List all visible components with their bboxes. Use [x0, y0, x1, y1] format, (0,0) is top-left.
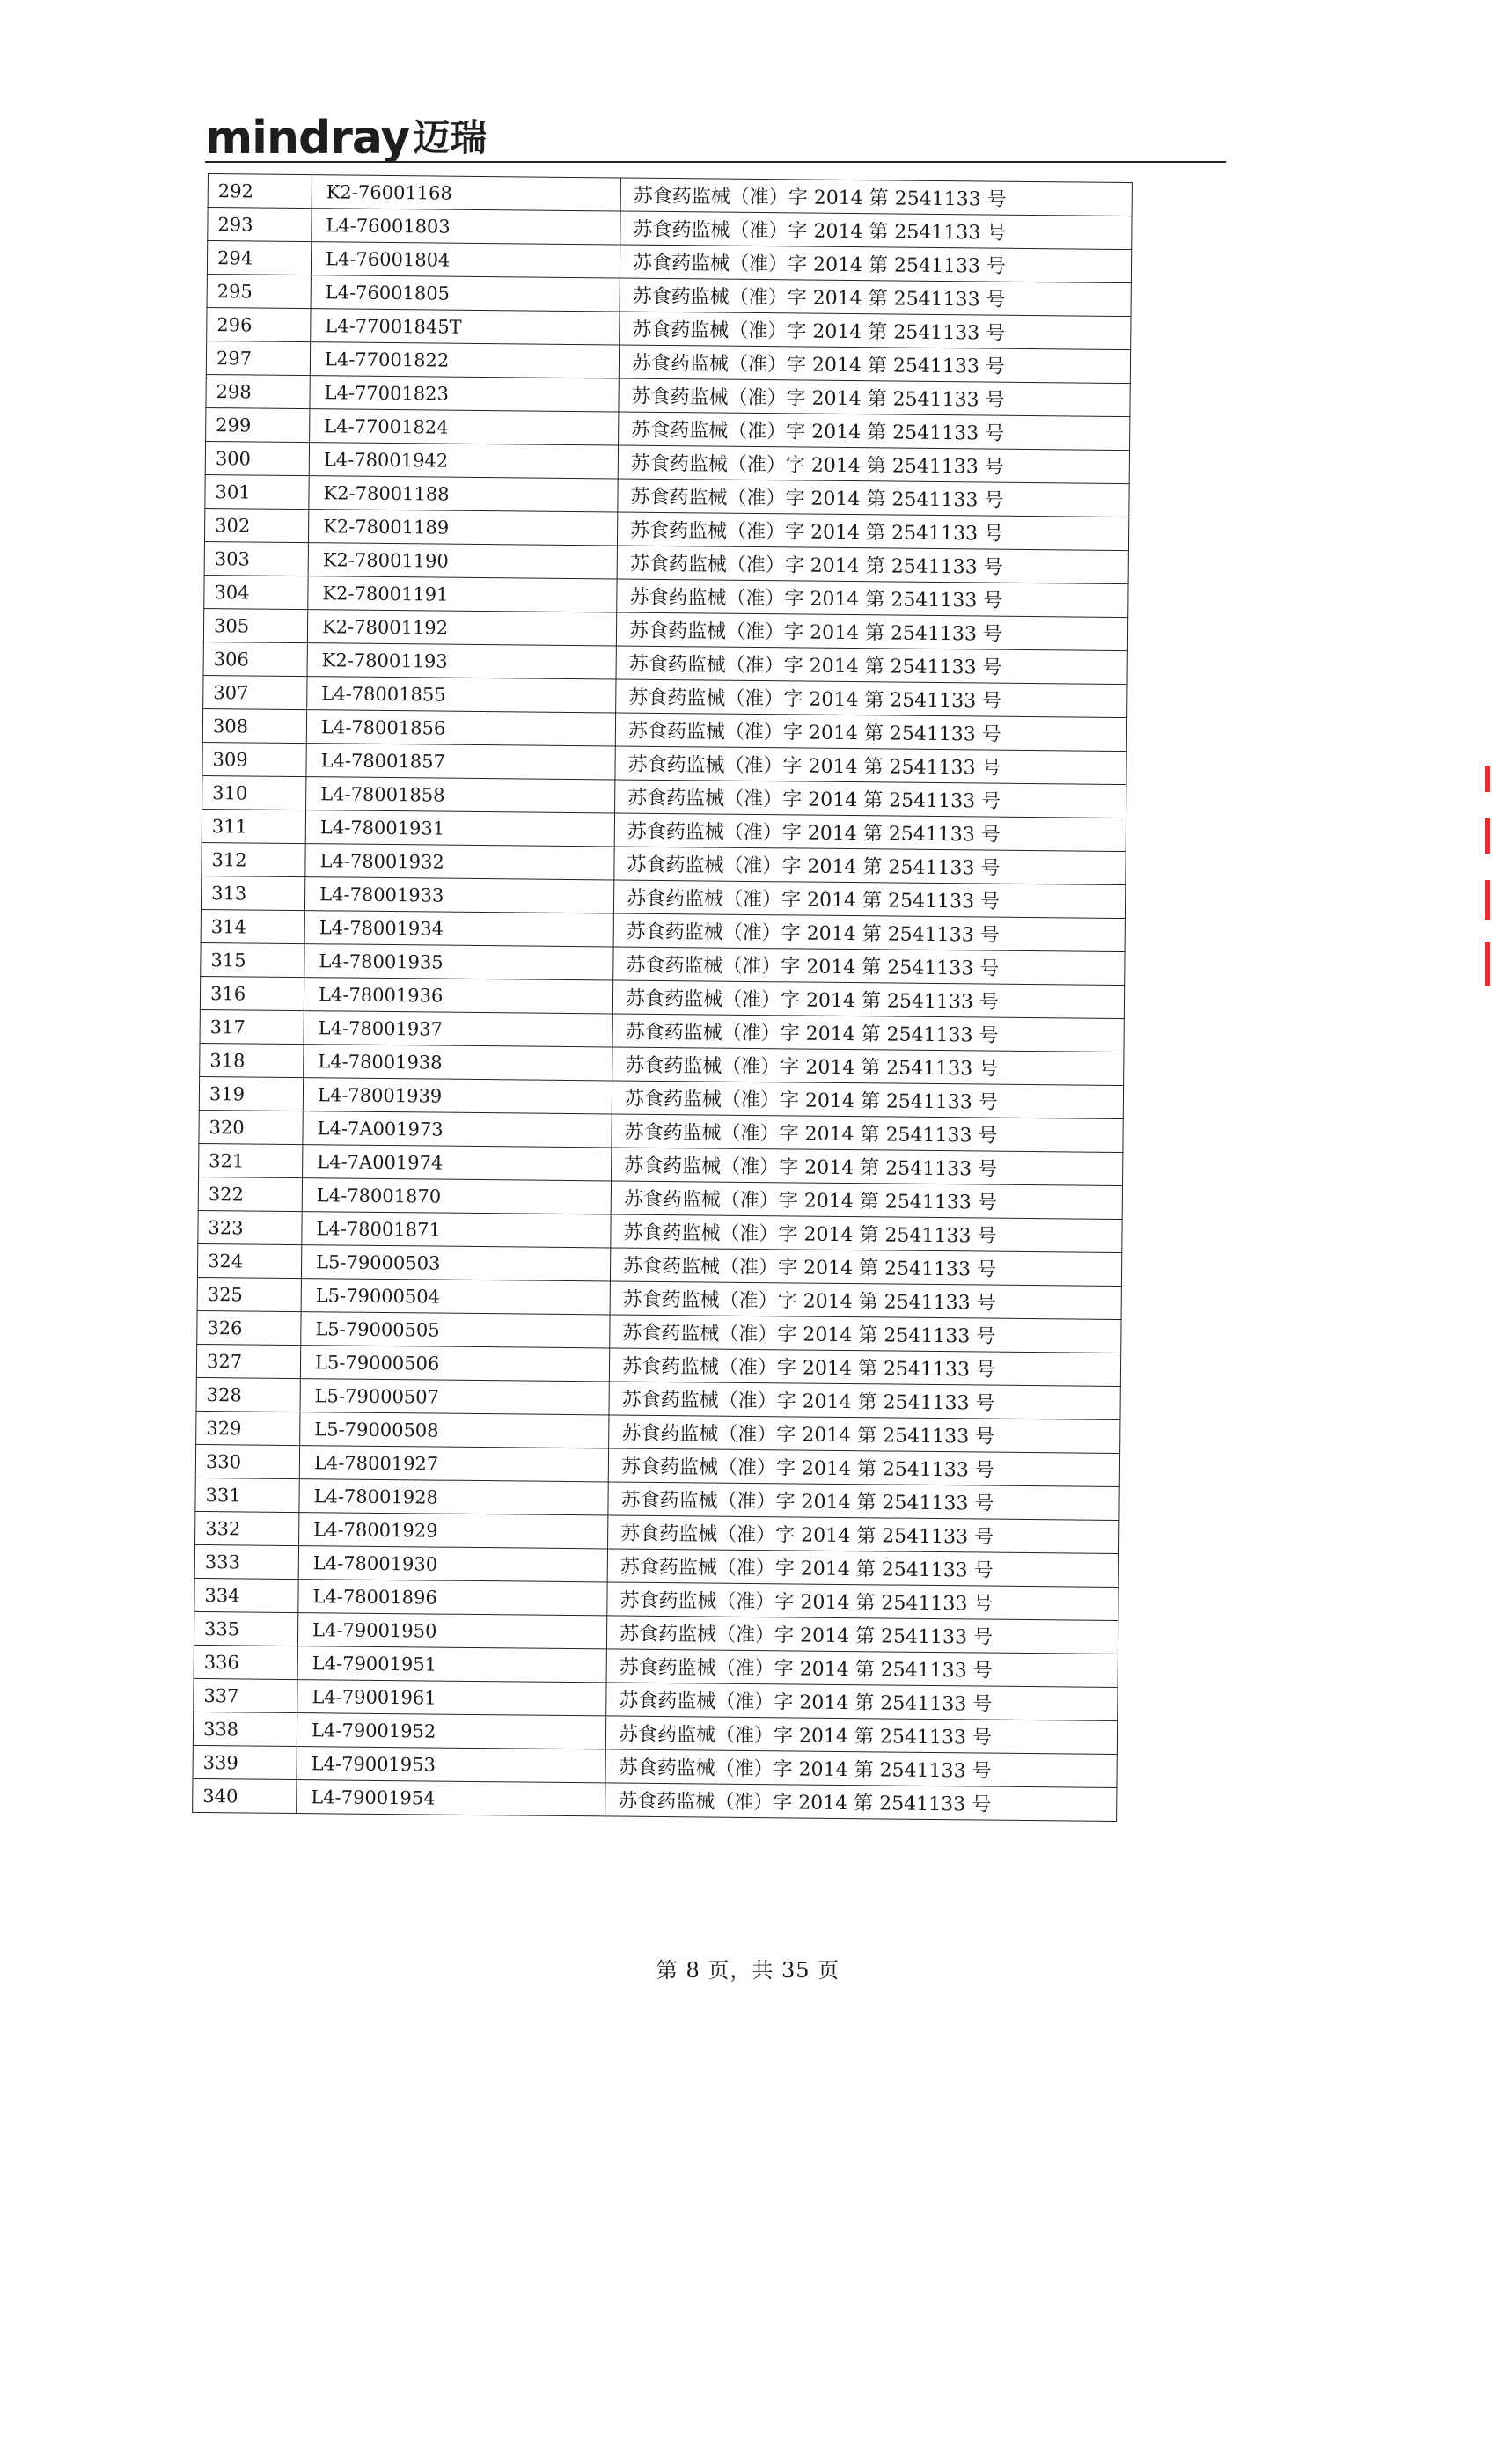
row-number-cell: 320: [199, 1110, 303, 1144]
registration-number-cell: 苏食药监械（准）字 2014 第 2541133 号: [614, 847, 1126, 885]
row-number-cell: 329: [196, 1411, 300, 1445]
row-number-cell: 292: [208, 174, 312, 209]
registration-number-cell: 苏食药监械（准）字 2014 第 2541133 号: [619, 345, 1130, 384]
row-number-cell: 311: [202, 809, 305, 843]
row-number-cell: 340: [193, 1778, 297, 1813]
registration-table-wrapper: [192, 173, 1133, 1822]
model-number-cell: L4-78001896: [298, 1580, 607, 1616]
registration-number-cell: 苏食药监械（准）字 2014 第 2541133 号: [610, 1315, 1121, 1353]
row-number-cell: 315: [201, 942, 304, 977]
row-number-cell: 303: [204, 541, 308, 576]
registration-number-cell: 苏食药监械（准）字 2014 第 2541133 号: [614, 813, 1126, 852]
registration-number-cell: 苏食药监械（准）字 2014 第 2541133 号: [613, 913, 1125, 952]
stamp-mark: [1485, 942, 1490, 986]
model-number-cell: L4-78001932: [305, 844, 614, 880]
registration-number-cell: 苏食药监械（准）字 2014 第 2541133 号: [605, 1716, 1117, 1755]
model-number-cell: L4-78001857: [306, 744, 615, 780]
page-number: 第 8 页，共 35 页: [656, 1958, 840, 1983]
row-number-cell: 323: [198, 1210, 302, 1244]
model-number-cell: L4-78001928: [299, 1479, 608, 1515]
registration-number-cell: 苏食药监械（准）字 2014 第 2541133 号: [620, 178, 1132, 216]
row-number-cell: 312: [202, 842, 305, 876]
row-number-cell: 324: [197, 1243, 301, 1278]
stamp-mark: [1485, 880, 1490, 920]
registration-number-cell: 苏食药监械（准）字 2014 第 2541133 号: [618, 479, 1129, 517]
row-number-cell: 296: [207, 307, 311, 341]
model-number-cell: L4-79001954: [297, 1780, 605, 1816]
registration-number-cell: 苏食药监械（准）字 2014 第 2541133 号: [616, 646, 1127, 685]
registration-number-cell: 苏食药监械（准）字 2014 第 2541133 号: [612, 1014, 1124, 1052]
registration-number-cell: 苏食药监械（准）字 2014 第 2541133 号: [620, 211, 1132, 250]
registration-number-cell: 苏食药监械（准）字 2014 第 2541133 号: [617, 546, 1128, 584]
model-number-cell: L4-77001822: [310, 342, 619, 378]
model-number-cell: K2-78001191: [308, 576, 617, 612]
registration-number-cell: 苏食药监械（准）字 2014 第 2541133 号: [613, 880, 1125, 919]
model-number-cell: L4-78001939: [303, 1078, 612, 1114]
model-number-cell: K2-76001168: [312, 175, 620, 211]
model-number-cell: L4-78001934: [304, 911, 613, 947]
model-number-cell: L4-78001931: [305, 810, 614, 847]
model-number-cell: K2-78001188: [309, 476, 618, 512]
registration-number-cell: 苏食药监械（准）字 2014 第 2541133 号: [616, 679, 1127, 718]
row-number-cell: 331: [195, 1478, 299, 1512]
model-number-cell: L4-77001845T: [311, 309, 620, 345]
row-number-cell: 308: [202, 708, 306, 743]
model-number-cell: L4-78001930: [298, 1546, 607, 1582]
model-number-cell: K2-78001192: [307, 610, 616, 646]
row-number-cell: 332: [195, 1511, 299, 1545]
row-number-cell: 294: [207, 241, 311, 275]
row-number-cell: 322: [198, 1177, 302, 1211]
row-number-cell: 328: [196, 1377, 300, 1412]
registration-number-cell: 苏食药监械（准）字 2014 第 2541133 号: [620, 278, 1131, 317]
logo-latin-text: mindray: [205, 112, 410, 165]
row-number-cell: 339: [193, 1745, 297, 1779]
registration-number-cell: 苏食药监械（准）字 2014 第 2541133 号: [612, 980, 1124, 1019]
model-number-cell: L4-7A001973: [303, 1111, 612, 1148]
row-number-cell: 316: [200, 976, 304, 1010]
registration-number-cell: 苏食药监械（准）字 2014 第 2541133 号: [609, 1348, 1120, 1387]
mindray-logo: [205, 110, 487, 166]
model-number-cell: L4-76001805: [311, 275, 620, 312]
model-number-cell: L4-79001961: [297, 1680, 606, 1716]
registration-number-cell: 苏食药监械（准）字 2014 第 2541133 号: [612, 1081, 1123, 1119]
model-number-cell: L4-77001823: [310, 376, 619, 412]
row-number-cell: 336: [194, 1645, 297, 1679]
registration-number-cell: 苏食药监械（准）字 2014 第 2541133 号: [608, 1515, 1119, 1554]
row-number-cell: 333: [194, 1544, 298, 1579]
registration-number-cell: 苏食药监械（准）字 2014 第 2541133 号: [617, 512, 1128, 551]
model-number-cell: L4-78001937: [304, 1011, 612, 1047]
model-number-cell: L4-78001870: [302, 1178, 611, 1214]
registration-table-body: [193, 174, 1133, 1822]
model-number-cell: L4-79001951: [297, 1646, 606, 1683]
registration-number-cell: 苏食药监械（准）字 2014 第 2541133 号: [616, 612, 1127, 651]
registration-number-cell: 苏食药监械（准）字 2014 第 2541133 号: [612, 1148, 1123, 1186]
registration-number-cell: 苏食药监械（准）字 2014 第 2541133 号: [606, 1683, 1118, 1721]
model-number-cell: L5-79000504: [301, 1279, 610, 1315]
model-number-cell: L5-79000506: [300, 1346, 609, 1382]
registration-number-cell: 苏食药监械（准）字 2014 第 2541133 号: [612, 1047, 1124, 1086]
page-header: [205, 110, 1226, 166]
row-number-cell: 305: [203, 608, 307, 642]
model-number-cell: L4-77001824: [310, 409, 619, 445]
registration-number-cell: 苏食药监械（准）字 2014 第 2541133 号: [605, 1749, 1117, 1788]
model-number-cell: L4-78001871: [302, 1212, 611, 1248]
row-number-cell: 330: [195, 1444, 299, 1478]
model-number-cell: L4-78001933: [304, 877, 613, 913]
registration-number-cell: 苏食药监械（准）字 2014 第 2541133 号: [608, 1448, 1119, 1487]
row-number-cell: 295: [207, 274, 311, 308]
model-number-cell: L4-78001942: [309, 443, 618, 479]
registration-number-cell: 苏食药监械（准）字 2014 第 2541133 号: [617, 579, 1128, 618]
row-number-cell: 326: [197, 1310, 301, 1345]
row-number-cell: 310: [202, 775, 306, 810]
row-number-cell: 300: [205, 441, 309, 475]
model-number-cell: L4-79001953: [297, 1747, 605, 1783]
model-number-cell: L4-78001855: [307, 677, 616, 713]
row-number-cell: 321: [199, 1143, 303, 1177]
row-number-cell: 314: [201, 909, 304, 943]
row-number-cell: 325: [197, 1277, 301, 1311]
row-number-cell: 298: [206, 374, 310, 408]
row-number-cell: 297: [206, 341, 310, 375]
row-number-cell: 307: [203, 675, 307, 709]
registration-number-cell: 苏食药监械（准）字 2014 第 2541133 号: [611, 1214, 1122, 1253]
row-number-cell: 319: [199, 1076, 303, 1111]
model-number-cell: L4-78001929: [299, 1513, 608, 1549]
row-number-cell: 327: [196, 1344, 300, 1378]
model-number-cell: L4-79001950: [297, 1613, 606, 1649]
registration-number-cell: 苏食药监械（准）字 2014 第 2541133 号: [615, 713, 1126, 752]
model-number-cell: L4-76001803: [312, 209, 620, 245]
row-number-cell: 306: [203, 642, 307, 676]
registration-number-cell: 苏食药监械（准）字 2014 第 2541133 号: [613, 947, 1125, 986]
model-number-cell: L5-79000508: [300, 1412, 609, 1448]
row-number-cell: 334: [194, 1578, 298, 1612]
row-number-cell: 309: [202, 742, 306, 776]
logo-chinese-text: 迈瑞: [413, 116, 488, 159]
registration-number-cell: 苏食药监械（准）字 2014 第 2541133 号: [608, 1482, 1119, 1521]
row-number-cell: 301: [205, 474, 309, 509]
model-number-cell: K2-78001193: [307, 643, 616, 679]
registration-number-cell: 苏食药监械（准）字 2014 第 2541133 号: [607, 1582, 1118, 1621]
registration-number-cell: 苏食药监械（准）字 2014 第 2541133 号: [609, 1415, 1120, 1454]
model-number-cell: L4-78001936: [304, 978, 612, 1014]
row-number-cell: 304: [204, 575, 308, 609]
registration-number-cell: 苏食药监械（准）字 2014 第 2541133 号: [612, 1114, 1123, 1153]
registration-number-cell: 苏食药监械（准）字 2014 第 2541133 号: [609, 1382, 1120, 1420]
stamp-mark: [1485, 766, 1490, 792]
registration-table: [192, 173, 1133, 1822]
model-number-cell: L4-7A001974: [303, 1145, 612, 1181]
registration-number-cell: 苏食药监械（准）字 2014 第 2541133 号: [618, 445, 1129, 484]
row-number-cell: 338: [193, 1712, 297, 1746]
stamp-mark: [1485, 818, 1490, 854]
registration-number-cell: 苏食药监械（准）字 2014 第 2541133 号: [605, 1783, 1117, 1822]
registration-number-cell: 苏食药监械（准）字 2014 第 2541133 号: [606, 1616, 1118, 1654]
model-number-cell: L4-79001952: [297, 1713, 605, 1749]
registration-number-cell: 苏食药监械（准）字 2014 第 2541133 号: [620, 312, 1131, 350]
row-number-cell: 293: [208, 208, 312, 242]
row-number-cell: 337: [194, 1678, 297, 1712]
registration-number-cell: 苏食药监械（准）字 2014 第 2541133 号: [607, 1549, 1118, 1588]
registration-number-cell: 苏食药监械（准）字 2014 第 2541133 号: [620, 245, 1131, 283]
model-number-cell: L5-79000503: [301, 1245, 610, 1281]
registration-number-cell: 苏食药监械（准）字 2014 第 2541133 号: [611, 1181, 1122, 1220]
model-number-cell: L4-78001935: [304, 944, 613, 980]
registration-number-cell: 苏食药监械（准）字 2014 第 2541133 号: [610, 1248, 1121, 1287]
row-number-cell: 335: [194, 1611, 297, 1646]
registration-number-cell: 苏食药监械（准）字 2014 第 2541133 号: [615, 780, 1126, 818]
model-number-cell: L4-78001858: [306, 777, 615, 813]
model-number-cell: L4-76001804: [311, 242, 620, 278]
header-divider: [205, 161, 1226, 163]
registration-number-cell: 苏食药监械（准）字 2014 第 2541133 号: [619, 378, 1130, 417]
row-number-cell: 299: [206, 407, 310, 442]
model-number-cell: L4-78001927: [299, 1446, 608, 1482]
row-number-cell: 302: [204, 508, 308, 542]
registration-number-cell: 苏食药监械（准）字 2014 第 2541133 号: [606, 1649, 1118, 1688]
model-number-cell: L4-78001938: [304, 1045, 612, 1081]
row-number-cell: 317: [200, 1009, 304, 1044]
model-number-cell: L5-79000505: [301, 1312, 610, 1348]
row-number-cell: 318: [200, 1043, 304, 1077]
row-number-cell: 313: [201, 876, 304, 910]
model-number-cell: L4-78001856: [306, 710, 615, 746]
registration-number-cell: 苏食药监械（准）字 2014 第 2541133 号: [615, 746, 1126, 785]
model-number-cell: K2-78001190: [308, 543, 617, 579]
registration-number-cell: 苏食药监械（准）字 2014 第 2541133 号: [610, 1281, 1121, 1320]
model-number-cell: L5-79000507: [300, 1379, 609, 1415]
model-number-cell: K2-78001189: [308, 510, 617, 546]
registration-number-cell: 苏食药监械（准）字 2014 第 2541133 号: [619, 412, 1130, 451]
